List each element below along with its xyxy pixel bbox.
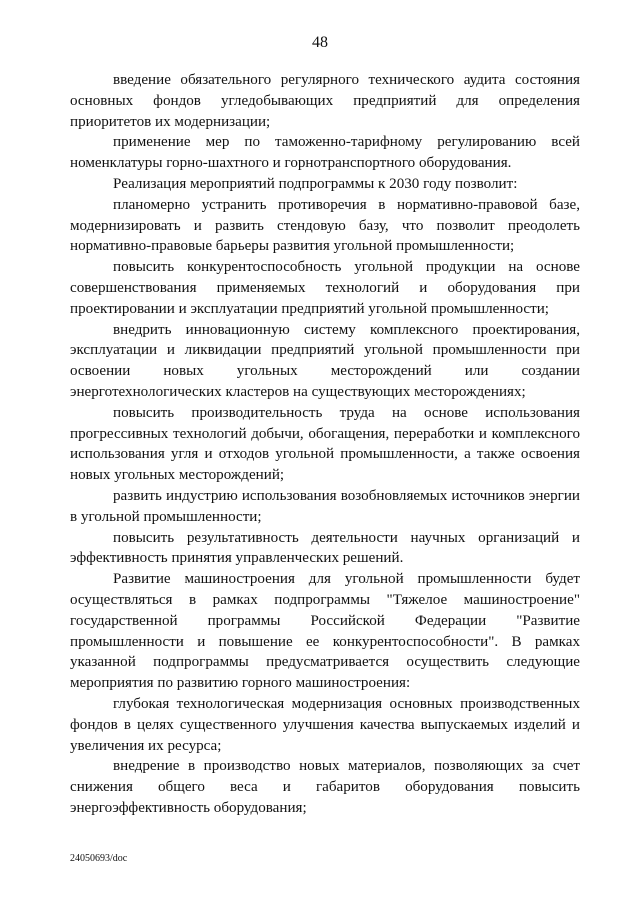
document-footer-code: 24050693/doc [70,853,128,864]
document-body [70,70,580,819]
paragraph: внедрить инновационную систему комплексного проектирования, эксплуатации и ликвидации предприятий угольной промышленности при освоении новых угольных месторождений или создании энерготехнологических кластеров на существующих месторождениях; [70,321,580,400]
paragraph: повысить производительность труда на основе использования прогрессивных технологий добычи, обогащения, переработки и комплексного использования угля и отходов угольной промышленности, а также освоения новых угольных месторождений; [70,404,580,484]
paragraph: планомерно устранить противоречия в нормативно-правовой базе, модернизировать и развить стендовую базу, что позволит преодолеть нормативно-правовые барьеры развития угольной промышленности; [70,196,580,255]
paragraph: внедрение в производство новых материалов, позволяющих за счет снижения общего веса и габаритов оборудования повысить энергоэффективность оборудования; [70,758,580,816]
paragraph: применение мер по таможенно-тарифному регулированию всей номенклатуры горно-шахтного и горнотранспортного оборудования. [70,134,580,172]
paragraph: повысить конкурентоспособность угольной продукции на основе совершенствования применяемых технологий и оборудования при проектировании и эксплуатации предприятий угольной промышленности; [70,259,580,317]
page-number: 48 [312,34,328,51]
paragraph: Развитие машиностроения для угольной промышленности будет осуществляться в рамках подпрограммы "Тяжелое машиностроение" государственной программы Российской Федерации "Развитие промышленности и повышение ее конкурентоспособности". В рамках указанной подпрограммы предусматривается осуществить следующие мероприятия по развитию горного машиностроения: [70,571,580,692]
paragraph: развить индустрию использования возобновляемых источников энергии в угольной промышленности; [70,487,580,525]
paragraph: введение обязательного регулярного технического аудита состояния основных фондов угледобывающих предприятий для определения приоритетов их модернизации; [70,72,580,130]
paragraph: повысить результативность деятельности научных организаций и эффективность принятия управленческих решений. [70,529,580,567]
paragraph: Реализация мероприятий подпрограммы к 2030 году позволит: [113,175,518,192]
paragraph: глубокая технологическая модернизация основных производственных фондов в целях существенного улучшения качества выпускаемых изделий и увеличения их ресурса; [70,695,580,754]
